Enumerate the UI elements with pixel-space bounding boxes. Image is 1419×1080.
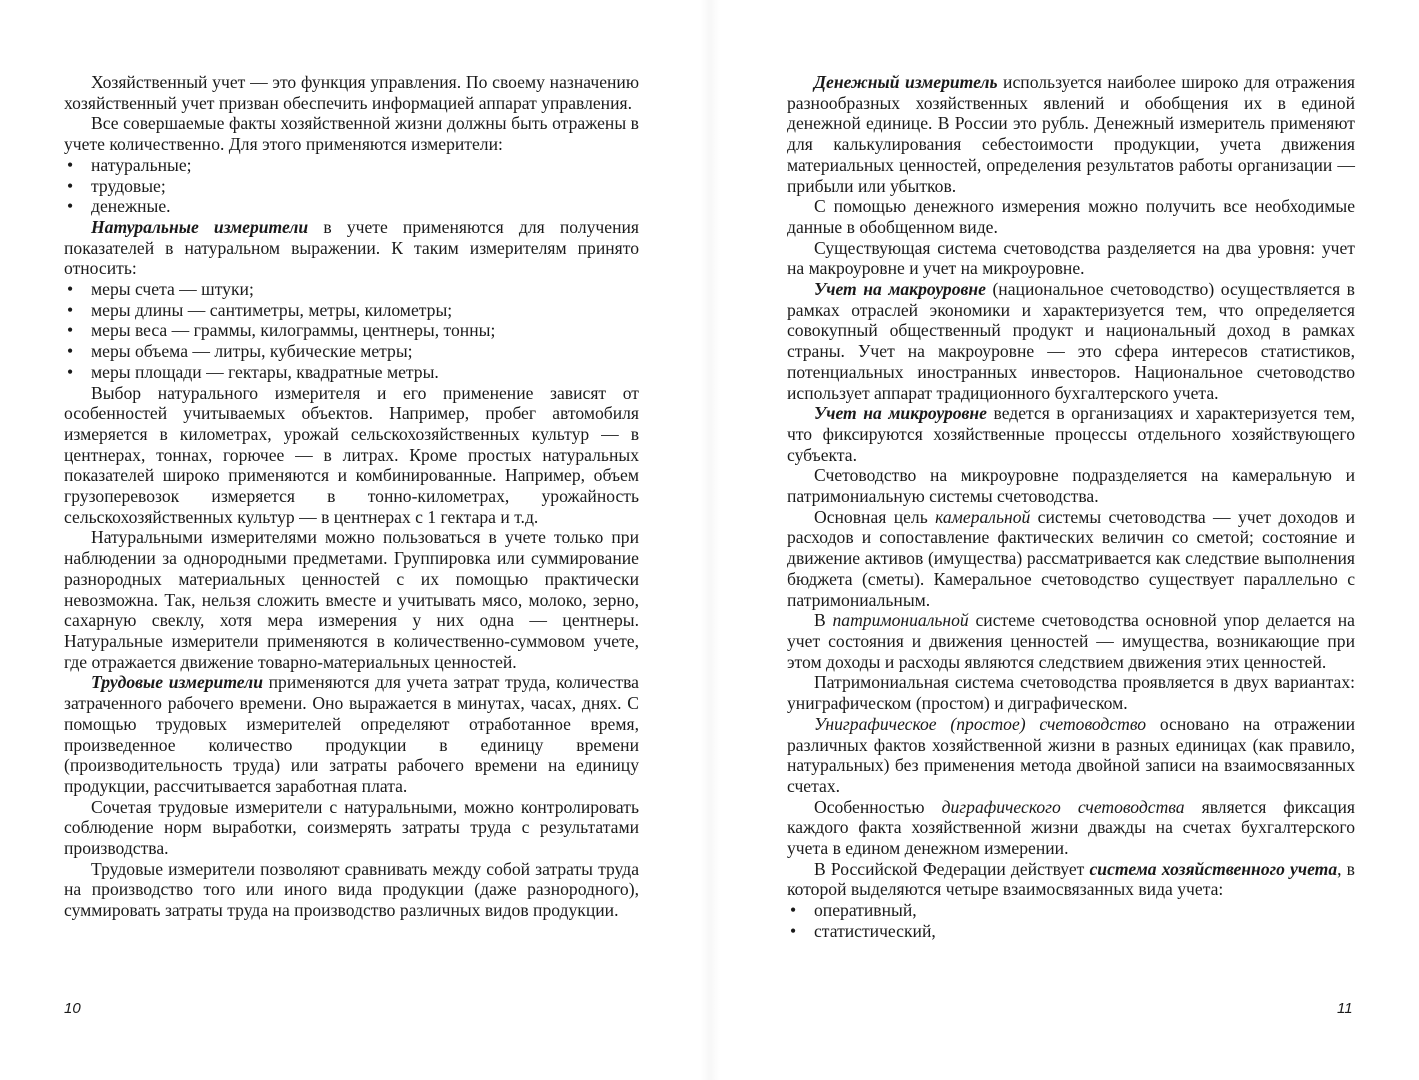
paragraph <box>787 507 1355 611</box>
paragraph-text: (национальное счетоводство) осуществляется в рамках отраслей экономики и характеризуется тем, что определяется совокупный общественный продукт и национальный доход в рамках страны. Учет на макроуровне — это сфера интересов статистиков, потенциальных иностранных инвесторов. Национальное счетоводство использует аппарат традиционного бухгалтерского учета. <box>787 279 1355 403</box>
list-item: • меры веса — граммы, килограммы, центнеры, тонны; <box>64 320 639 341</box>
paragraph: Выбор натурального измерителя и его применение зависят от особенностей учитываемых объектов. Например, пробег автомобиля измеряется в километрах, урожай сельскохозяйственных культур — в центнерах, тоннах, горючее — в литрах. Кроме простых натуральных показателей широко применяются и комбинированные. Например, объем грузоперевозок измеряется в тонно-километрах, урожайность сельскохозяйственных культур — в центнерах с 1 гектара и т.д. <box>64 382 639 527</box>
list-item: • натуральные; <box>64 155 639 176</box>
paragraph <box>787 72 1355 196</box>
right-page <box>787 72 1355 942</box>
paragraph: Хозяйственный учет — это функция управления. По своему назначению хозяйственный учет призван обеспечить информацией аппарат управления. <box>64 72 639 113</box>
term: камеральной <box>935 506 1031 527</box>
term: патримониальной <box>832 610 969 631</box>
term: Натуральные измерители <box>91 216 309 237</box>
paragraph: Трудовые измерители позволяют сравнивать между собой затраты труда на производство того или иного вида продукции (даже разнородного), суммировать затраты труда на производство различных видов продукции. <box>64 858 639 921</box>
paragraph-text: применяются для учета затрат труда, количества затраченного рабочего времени. Оно выражается в минутах, часах, днях. С помощью трудовых измерителей определяют отработанное время, произведенное количество продукции в единицу времени (производительность труда) или затраты рабочего времени на единицу продукции, рассчитывается заработная плата. <box>64 672 639 796</box>
paragraph-text: Особенностью <box>814 796 942 817</box>
paragraph: Счетоводство на микроуровне подразделяется на камеральную и патримониальную системы счетоводства. <box>787 465 1355 507</box>
paragraph-text: системе счетоводства основной упор делается на учет состояния и движения ценностей — имущества, возникающие при этом доходы и расходы являются следствием движения этих ценностей. <box>787 610 1355 672</box>
list-item: • денежные. <box>64 196 639 217</box>
term: Трудовые измерители <box>91 672 263 693</box>
paragraph-text: Основная цель <box>814 506 936 527</box>
paragraph: Сочетая трудовые измерители с натуральными, можно контролировать соблюдение норм выработки, соизмерять затраты труда с результатами производства. <box>64 796 639 859</box>
paragraph <box>787 859 1355 900</box>
paragraph-text: используется наиболее широко для отражения разнообразных хозяйственных явлений и обобщения их в единой денежной единице. В России это рубль. Денежный измеритель применяют для калькулирования себестоимости продукции, учета движения материальных ценностей, определения результатов работы организации — прибыли или убытков. <box>787 72 1355 196</box>
paragraph-text: является фиксация каждого факта хозяйственной жизни дважды на счетах бухгалтерского учета в едином денежном измерении. <box>787 796 1355 859</box>
paragraph <box>64 672 639 796</box>
paragraph-text: системы счетоводства — учет доходов и расходов и сопоставление фактических величин со сметой; состояние и движение активов (имущества) рассматривается как следствие выполнения бюджета (сметы). Камеральное счетоводство существует параллельно с патримониальным. <box>787 506 1355 610</box>
list-item: • меры длины — сантиметры, метры, километры; <box>64 300 639 321</box>
paragraph-text: основано на отражении различных фактов хозяйственной жизни в разных единицах (как правило, натуральных) без применения метода двойной записи на взаимосвязанных счетах. <box>787 713 1356 796</box>
page-number: 10 <box>64 1000 81 1017</box>
list-item: • меры счета — штуки; <box>64 279 639 300</box>
term: Учет на микроуровне <box>814 403 987 424</box>
left-page <box>64 72 639 921</box>
list-item: • меры объема — литры, кубические метры; <box>64 341 639 362</box>
book-gutter <box>700 0 720 1080</box>
accounting-types-list <box>787 900 1355 941</box>
page-number: 11 <box>1337 1000 1353 1017</box>
list-item: • меры площади — гектары, квадратные метры. <box>64 362 639 383</box>
list-item: • трудовые; <box>64 176 639 197</box>
paragraph: С помощью денежного измерения можно получить все необходимые данные в обобщенном виде. <box>787 196 1355 237</box>
paragraph: Патримониальная система счетоводства проявляется в двух вариантах: униграфическом (простом) и диграфическом. <box>787 672 1355 714</box>
paragraph-text: В <box>814 610 833 631</box>
paragraph-text: , в которой выделяются четыре взаимосвязанных вида учета: <box>787 858 1355 900</box>
measures-list <box>64 155 639 217</box>
paragraph <box>787 797 1355 859</box>
paragraph-text: ведется в организациях и характеризуется тем, что фиксируются хозяйственные процессы отдельного хозяйствующего субъекта. <box>787 403 1355 465</box>
natural-measures-list <box>64 279 639 383</box>
paragraph <box>787 610 1355 672</box>
list-item: • оперативный, <box>787 900 1355 921</box>
term: диграфического счетоводства <box>941 796 1185 817</box>
term: Учет на макроуровне <box>814 279 986 300</box>
paragraph <box>787 403 1355 465</box>
term: Денежный измеритель <box>814 72 998 92</box>
paragraph-text: В Российской Федерации действует <box>814 858 1090 879</box>
paragraph: Все совершаемые факты хозяйственной жизни должны быть отражены в учете количественно. Для этого применяются измерители: <box>64 113 639 155</box>
paragraph: Существующая система счетоводства разделяется на два уровня: учет на макроуровне и учет на микроуровне. <box>787 237 1355 279</box>
paragraph <box>787 714 1355 797</box>
paragraph <box>64 217 639 279</box>
paragraph: Натуральными измерителями можно пользоваться в учете только при наблюдении за однородными предметами. Группировка или суммирование разнородных материальных ценностей с их помощью практически невозможна. Так, нельзя сложить вместе и учитывать мясо, молоко, зерно, сахарную свеклу, хотя мера измерения у них одна — центнеры. Натуральные измерители применяются в количественно-суммовом учете, где отражается движение товарно-материальных ценностей. <box>64 527 639 672</box>
list-item: • статистический, <box>787 921 1355 942</box>
term: Униграфическое (простое) счетоводство <box>814 713 1147 734</box>
term: система хозяйственного учета <box>1089 858 1338 879</box>
paragraph-text: в учете применяются для получения показателей в натуральном выражении. К таким измерителям принято относить: <box>64 216 639 279</box>
paragraph <box>787 279 1355 403</box>
